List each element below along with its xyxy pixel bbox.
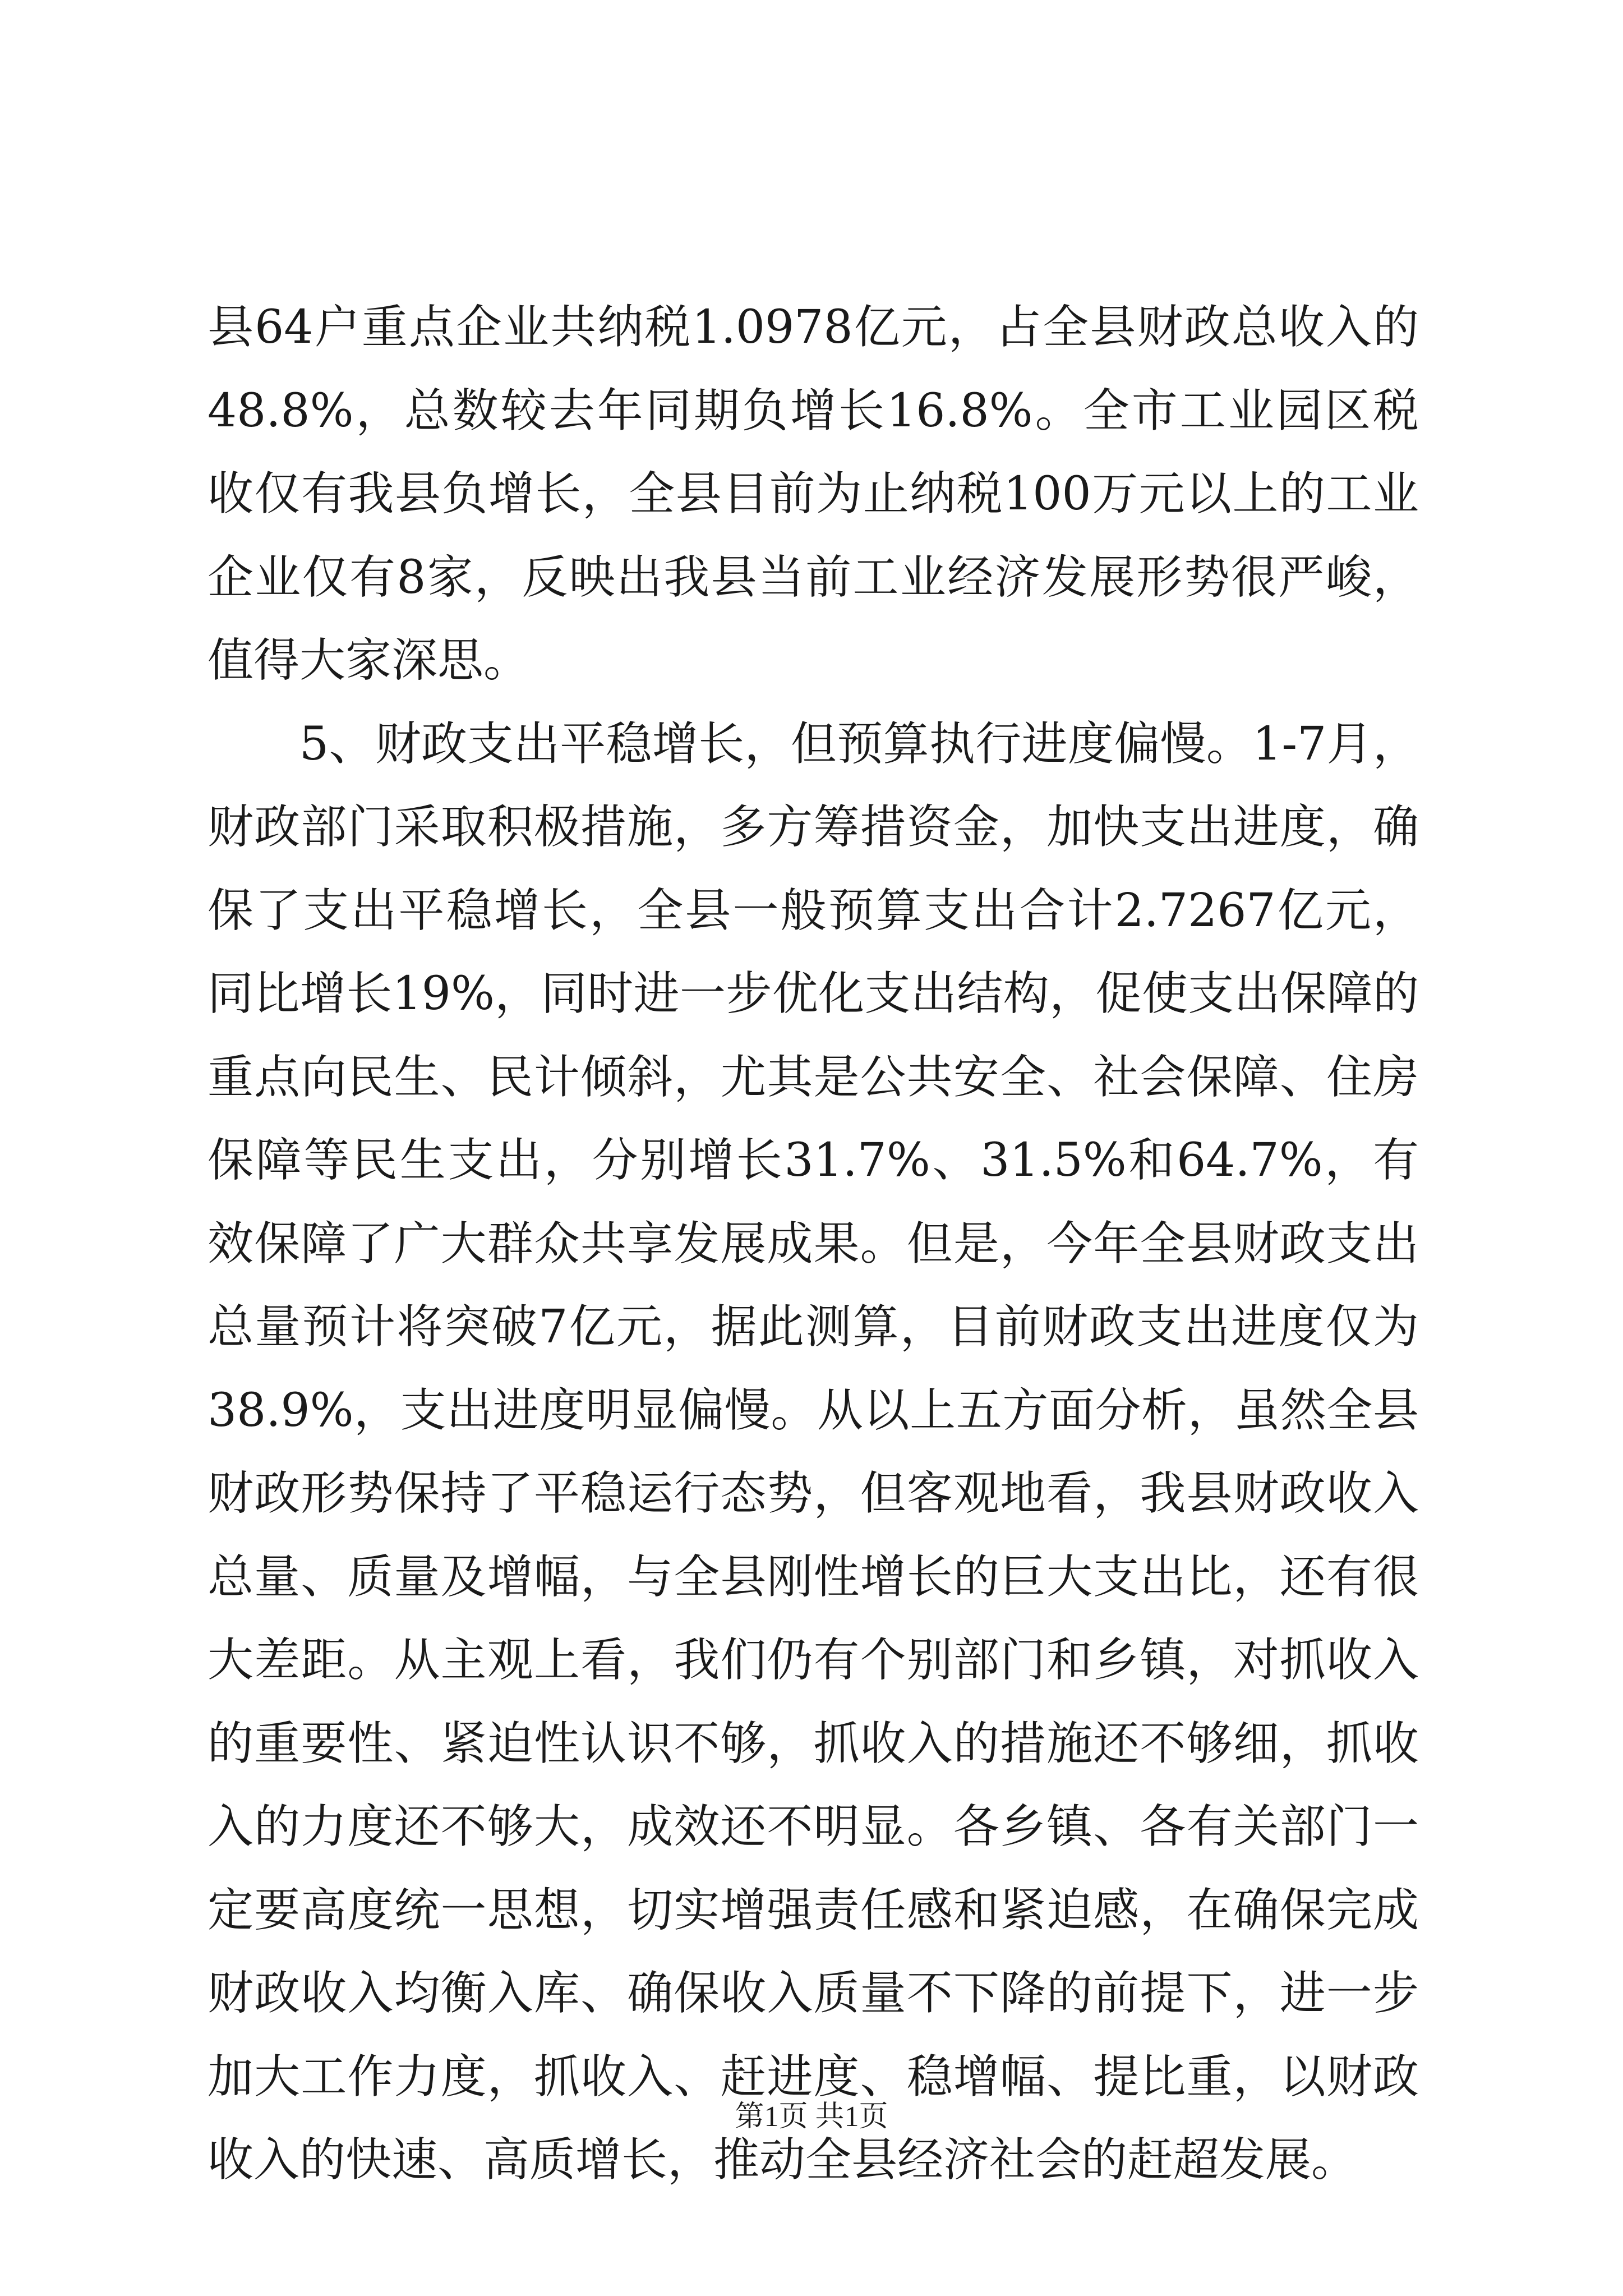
document-body [208, 286, 1419, 2202]
paragraph-section-5: 5、财政支出平稳增长，但预算执行进度偏慢。1-7月，财政部门采取积极措施，多方筹措资金，加快支出进度，确保了支出平稳增长，全县一般预算支出合计2.7267亿元，同比增长19%，同时进一步优化支出结构，促使支出保障的重点向民生、民计倾斜，尤其是公共安全、社会保障、住房保障等民生支出，分别增长31.7%、31.5%和64.7%，有效保障了广大群众共享发展成果。但是，今年全县财政支出总量预计将突破7亿元，据此测算，目前财政支出进度仅为38.9%，支出进度明显偏慢。从以上五方面分析，虽然全县财政形势保持了平稳运行态势，但客观地看，我县财政收入总量、质量及增幅，与全县刚性增长的巨大支出比，还有很大差距。从主观上看，我们仍有个别部门和乡镇，对抓收入的重要性、紧迫性认识不够，抓收入的措施还不够细，抓收入的力度还不够大，成效还不明显。各乡镇、各有关部门一定要高度统一思想，切实增强责任感和紧迫感，在确保完成财政收入均衡入库、确保收入质量不下降的前提下，进一步加大工作力度，抓收入、赶进度、稳增幅、提比重，以财政收入的快速、高质增长，推动全县经济社会的赶超发展。 [208, 717, 1419, 2187]
paragraph-continued: 县64户重点企业共纳税1.0978亿元，占全县财政总收入的48.8%，总数较去年同期负增长16.8%。全市工业园区税收仅有我县负增长，全县目前为止纳税100万元以上的工业企业仅有8家，反映出我县当前工业经济发展形势很严峻，值得大家深思。 [208, 301, 1419, 687]
page-footer: 第1页 共1页 [735, 2101, 888, 2133]
